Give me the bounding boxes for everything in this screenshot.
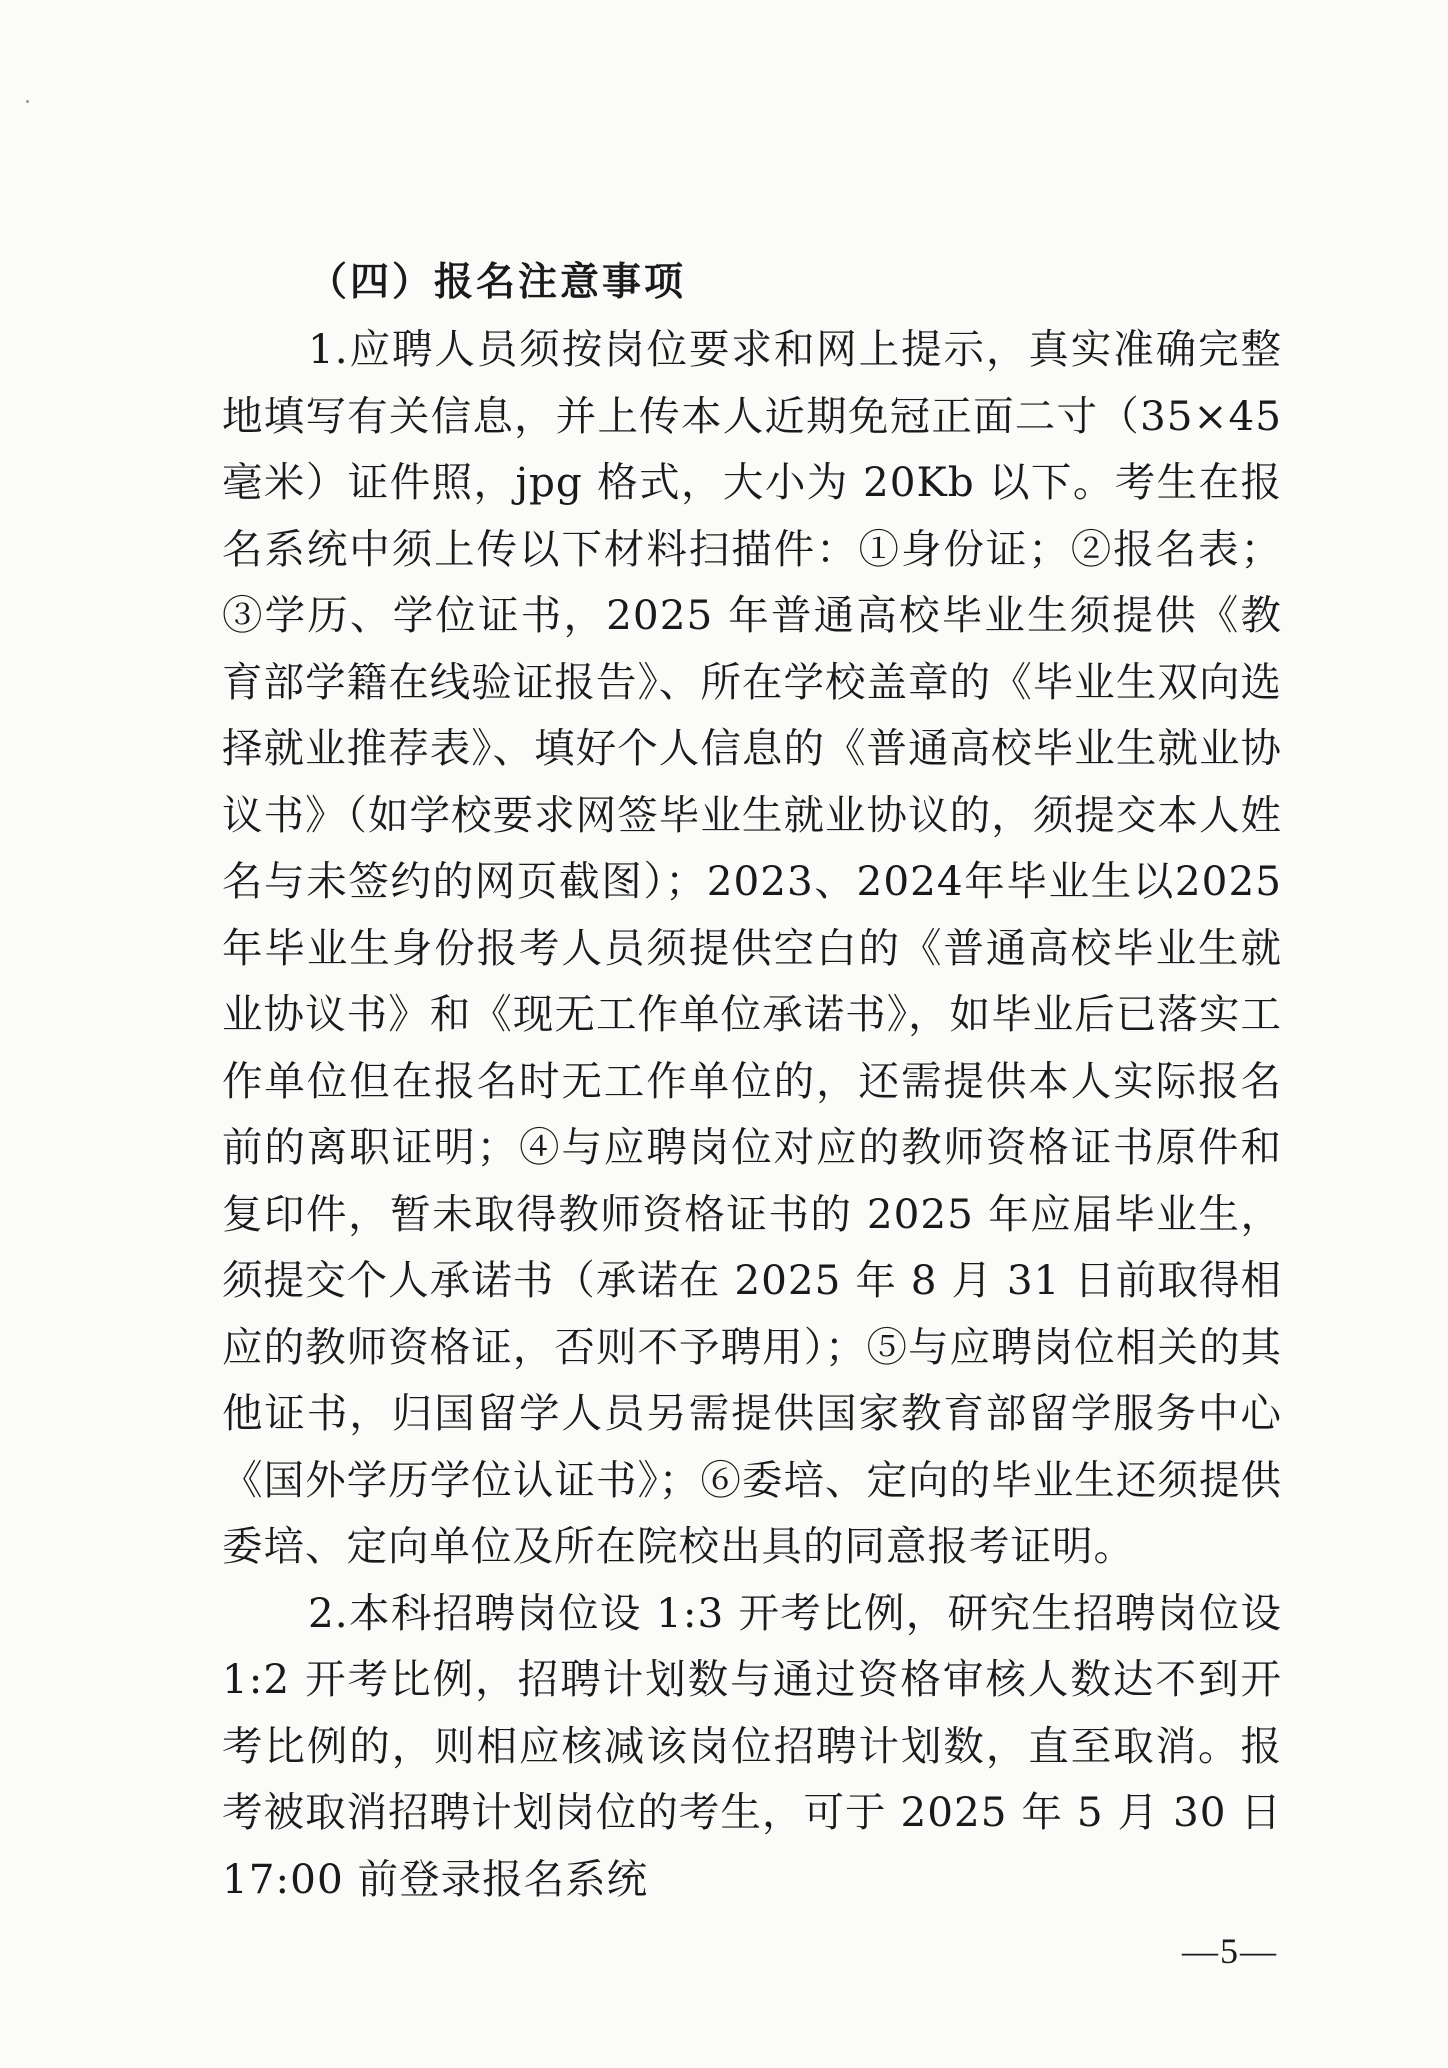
section-heading: （四）报名注意事项	[308, 260, 687, 305]
document-body	[222, 250, 1282, 1912]
scan-speck	[26, 100, 29, 103]
paragraph-upload-requirements: 1.应聘人员须按岗位要求和网上提示，真实准确完整地填写有关信息，并上传本人近期免冠正面二寸（35×45 毫米）证件照，jpg 格式，大小为 20Kb 以下。考生在报名系统中须上传以下材料扫描件：①身份证；②报名表；③学历、学位证书，2025 年普通高校毕业生须提供《教育部学籍在线验证报告》、所在学校盖章的《毕业生双向选择就业推荐表》、填好个人信息的《普通高校毕业生就业协议书》（如学校要求网签毕业生就业协议的，须提交本人姓名与未签约的网页截图）；2023、2024年毕业生以2025年毕业生身份报考人员须提供空白的《普通高校毕业生就业协议书》和《现无工作单位承诺书》，如毕业后已落实工作单位但在报名时无工作单位的，还需提供本人实际报名前的离职证明；④与应聘岗位对应的教师资格证书原件和复印件，暂未取得教师资格证书的 2025 年应届毕业生，须提交个人承诺书（承诺在 2025 年 8 月 31 日前取得相应的教师资格证，否则不予聘用）；⑤与应聘岗位相关的其他证书，归国留学人员另需提供国家教育部留学服务中心《国外学历学位认证书》；⑥委培、定向的毕业生还须提供委培、定向单位及所在院校出具的同意报考证明。	[222, 325, 1282, 1570]
paragraph-exam-ratio: 2.本科招聘岗位设 1:3 开考比例，研究生招聘岗位设 1:2 开考比例，招聘计划数与通过资格审核人数达不到开考比例的，则相应核减该岗位招聘计划数，直至取消。报考被取消招聘计划岗位的考生，可于 2025 年 5 月 30 日 17:00 前登录报名系统	[222, 1588, 1282, 1903]
page-number: —5—	[1182, 1931, 1278, 1971]
